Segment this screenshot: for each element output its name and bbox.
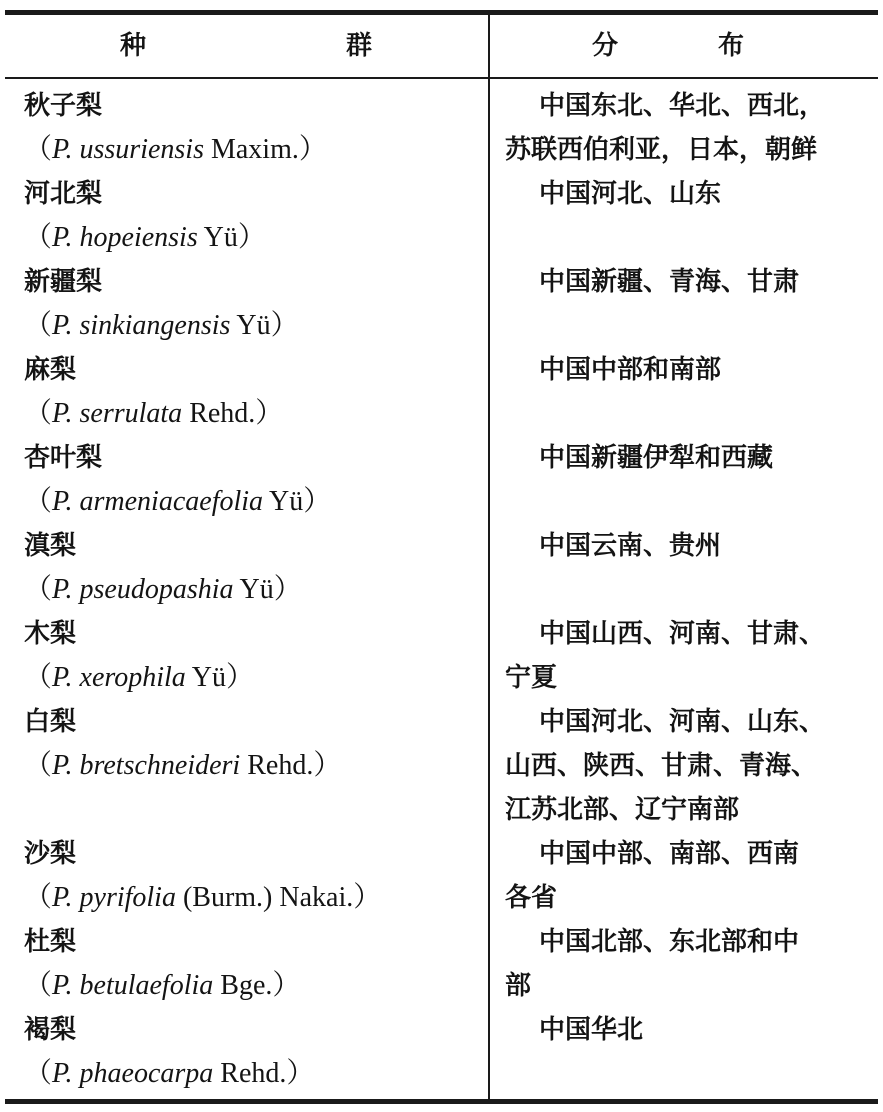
distribution-cell	[488, 436, 883, 524]
species-cell	[0, 832, 488, 920]
scientific-name-open-paren: （	[24, 574, 53, 605]
table-row	[0, 348, 883, 436]
table-row	[0, 1008, 883, 1096]
header-species-char-2: 群	[346, 31, 373, 61]
scientific-name-open-paren: （	[24, 310, 53, 341]
scientific-name-authority: Yü）	[197, 222, 266, 253]
scientific-name-binomial: P. betulaefolia	[52, 970, 214, 1001]
species-chinese-name: 褐梨	[24, 1015, 77, 1045]
species-cell	[0, 84, 488, 172]
distribution-line: 各省	[505, 883, 558, 913]
species-scientific-name	[24, 656, 488, 700]
species-chinese-name: 滇梨	[24, 531, 77, 561]
scientific-name-authority: Rehd.）	[182, 398, 284, 429]
distribution-line: 中国新疆、青海、甘肃	[539, 267, 800, 297]
distribution-line: 中国河北、河南、山东、	[539, 707, 826, 737]
table-row	[0, 172, 883, 260]
distribution-line: 江苏北部、辽宁南部	[505, 795, 740, 825]
table-body	[0, 84, 883, 1096]
species-chinese-name: 河北梨	[24, 179, 103, 209]
scientific-name-open-paren: （	[24, 970, 53, 1001]
distribution-line: 中国云南、贵州	[539, 531, 722, 561]
distribution-cell	[488, 172, 883, 260]
table-row	[0, 260, 883, 348]
table-top-rule	[5, 10, 878, 15]
distribution-cell	[488, 920, 883, 1008]
scientific-name-binomial: P. pyrifolia	[52, 882, 176, 913]
scientific-name-open-paren: （	[24, 486, 53, 517]
table-row	[0, 832, 883, 920]
species-cell	[0, 920, 488, 1008]
species-scientific-name	[24, 128, 488, 172]
distribution-line: 中国新疆伊犁和西藏	[539, 443, 774, 473]
distribution-line: 部	[505, 971, 532, 1001]
scientific-name-authority: Rehd.）	[240, 750, 342, 781]
species-cell	[0, 172, 488, 260]
species-chinese-name: 杏叶梨	[24, 443, 103, 473]
distribution-cell	[488, 348, 883, 436]
scientific-name-authority: Yü）	[263, 486, 332, 517]
species-chinese-name: 杜梨	[24, 927, 77, 957]
table-bottom-rule	[5, 1099, 878, 1104]
scientific-name-authority: Yü）	[185, 662, 254, 693]
scientific-name-open-paren: （	[24, 1058, 53, 1089]
species-scientific-name	[24, 1052, 488, 1096]
distribution-line: 山西、陕西、甘肃、青海、	[505, 751, 818, 781]
scientific-name-binomial: P. pseudopashia	[52, 574, 234, 605]
species-cell	[0, 348, 488, 436]
distribution-cell	[488, 700, 883, 832]
distribution-line: 苏联西伯利亚，日本，朝鲜	[505, 135, 818, 165]
species-chinese-name: 木梨	[24, 619, 77, 649]
scientific-name-open-paren: （	[24, 134, 53, 165]
species-scientific-name	[24, 876, 488, 920]
table-row	[0, 612, 883, 700]
distribution-cell	[488, 84, 883, 172]
distribution-line: 中国东北、华北、西北，	[539, 91, 826, 121]
species-scientific-name	[24, 392, 488, 436]
scientific-name-binomial: P. sinkiangensis	[52, 310, 231, 341]
distribution-line: 中国华北	[539, 1015, 644, 1045]
species-cell	[0, 700, 488, 832]
species-scientific-name	[24, 304, 488, 348]
distribution-line: 中国北部、东北部和中	[539, 927, 800, 957]
distribution-cell	[488, 1008, 883, 1096]
header-distribution-char-1: 分	[592, 31, 619, 61]
species-cell	[0, 524, 488, 612]
species-cell	[0, 260, 488, 348]
species-scientific-name	[24, 480, 488, 524]
species-scientific-name	[24, 216, 488, 260]
header-species-char-1: 种	[120, 31, 147, 61]
species-chinese-name: 麻梨	[24, 355, 77, 385]
table-row	[0, 84, 883, 172]
species-chinese-name: 新疆梨	[24, 267, 103, 297]
table-row	[0, 524, 883, 612]
scientific-name-authority: Yü）	[233, 574, 302, 605]
distribution-line: 中国中部和南部	[539, 355, 722, 385]
species-cell	[0, 436, 488, 524]
species-chinese-name: 沙梨	[24, 839, 77, 869]
species-cell	[0, 1008, 488, 1096]
scientific-name-open-paren: （	[24, 398, 53, 429]
scientific-name-binomial: P. phaeocarpa	[52, 1058, 214, 1089]
table-row	[0, 700, 883, 832]
scientific-name-open-paren: （	[24, 750, 53, 781]
scientific-name-authority: Maxim.）	[203, 134, 327, 165]
header-separator-rule	[5, 77, 878, 79]
distribution-cell	[488, 524, 883, 612]
scientific-name-binomial: P. bretschneideri	[52, 750, 241, 781]
species-chinese-name: 白梨	[24, 707, 77, 737]
species-chinese-name: 秋子梨	[24, 91, 103, 121]
scientific-name-authority: Yü）	[230, 310, 299, 341]
distribution-line: 宁夏	[505, 663, 558, 693]
header-distribution-char-2: 布	[718, 31, 745, 61]
species-cell	[0, 612, 488, 700]
scientific-name-authority: Bge.）	[213, 970, 301, 1001]
scientific-name-open-paren: （	[24, 882, 53, 913]
scientific-name-open-paren: （	[24, 222, 53, 253]
distribution-cell	[488, 612, 883, 700]
scientific-name-open-paren: （	[24, 662, 53, 693]
scientific-name-binomial: P. armeniacaefolia	[52, 486, 264, 517]
scientific-name-binomial: P. serrulata	[52, 398, 183, 429]
species-scientific-name	[24, 744, 488, 788]
species-scientific-name	[24, 568, 488, 612]
scientific-name-binomial: P. ussuriensis	[52, 134, 204, 165]
table-row	[0, 436, 883, 524]
distribution-cell	[488, 260, 883, 348]
species-scientific-name	[24, 964, 488, 1008]
distribution-line: 中国中部、南部、西南	[539, 839, 800, 869]
scientific-name-authority: (Burm.) Nakai.）	[175, 882, 382, 913]
scientific-name-binomial: P. hopeiensis	[52, 222, 198, 253]
scientific-name-binomial: P. xerophila	[52, 662, 186, 693]
scientific-name-authority: Rehd.）	[213, 1058, 315, 1089]
distribution-cell	[488, 832, 883, 920]
table-row	[0, 920, 883, 1008]
distribution-line: 中国山西、河南、甘肃、	[539, 619, 826, 649]
distribution-line: 中国河北、山东	[539, 179, 722, 209]
